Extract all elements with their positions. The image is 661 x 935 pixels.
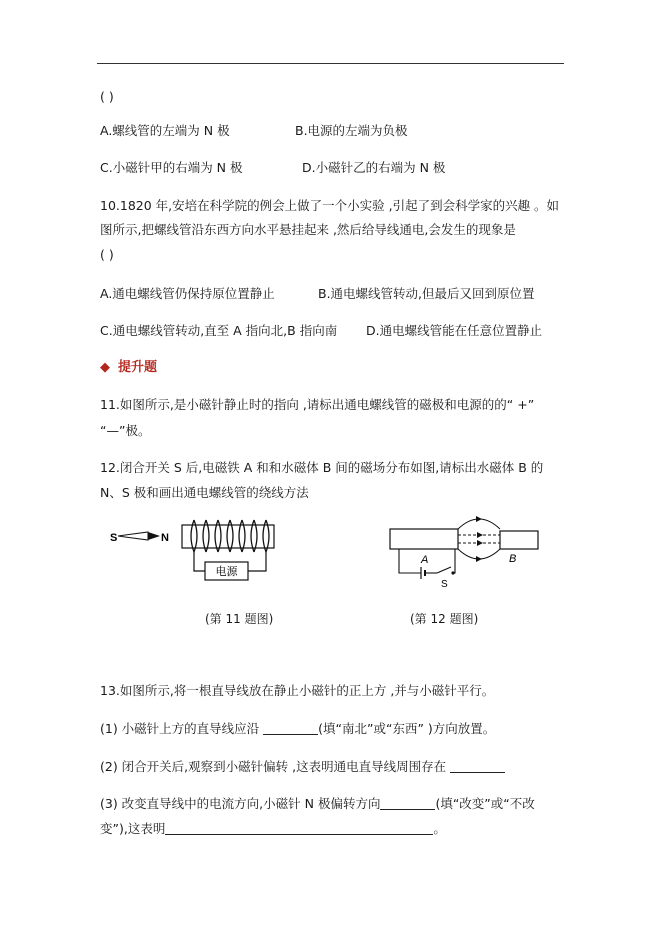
- fig12-electromagnet-a: [390, 529, 458, 549]
- q13-part3-line2-after: 。: [433, 821, 446, 836]
- q12-stem-line1: 12.闭合开关 S 后,电磁铁 A 和和水磁体 B 间的磁场分布如图,请标出水磁体 B 的: [100, 460, 544, 475]
- figure-11: [108, 515, 283, 590]
- q10-answer-paren: ( ): [100, 247, 114, 262]
- q9-option-a: A.螺线管的左端为 N 极: [100, 123, 230, 138]
- q10-option-c: C.通电螺线管转动,直至 A 指向北,B 指向南: [100, 323, 338, 338]
- fig12-label-a: A: [421, 554, 429, 566]
- fig11-needle-s-label: S: [110, 532, 118, 544]
- fig12-circuit-wire: [399, 549, 421, 573]
- q10-option-a: A.通电螺线管仍保持原位置静止: [100, 286, 275, 301]
- fig12-caption: (第 12 题图): [410, 612, 479, 626]
- section-title: 提升题: [118, 360, 158, 375]
- q13-stem: 13.如图所示,将一根直导线放在静止小磁针的正上方 ,并与小磁针平行。: [100, 683, 495, 698]
- fig11-needle-n-label: N: [161, 532, 169, 544]
- q13-part1-text-before: (1) 小磁针上方的直导线应沿: [100, 721, 264, 736]
- q13-part2-text: (2) 闭合开关后,观察到小磁针偏转 ,这表明通电直导线周围存在: [100, 759, 451, 774]
- fig12-label-b: B: [509, 553, 517, 565]
- q10-option-b: B.通电螺线管转动,但最后又回到原位置: [318, 286, 535, 301]
- figure-12: [385, 515, 545, 590]
- fig11-needle-north-half: [148, 532, 160, 540]
- fig12-circuit-wire-3: [453, 549, 455, 573]
- fig11-needle-south-half: [118, 532, 148, 540]
- q10-option-d: D.通电螺线管能在任意位置静止: [366, 323, 543, 338]
- q10-stem-line1: 10.1820 年,安培在科学院的例会上做了一个小实验 ,引起了到会科学家的兴趣 。如: [100, 198, 560, 213]
- q13-part3-line2: [100, 819, 446, 839]
- diamond-icon: ◆: [100, 360, 110, 375]
- q13-part3-text-after: (填“改变”或“不改: [435, 796, 535, 811]
- q13-part3-blank-direction[interactable]: [380, 796, 435, 810]
- fig12-magnet-b: [500, 531, 538, 549]
- fig12-switch-blade: [437, 567, 451, 573]
- q13-part2-blank[interactable]: [450, 759, 505, 773]
- q13-part3-line2-before: 变”),这表明: [100, 821, 166, 836]
- q13-part3-blank-conclusion[interactable]: [165, 821, 433, 835]
- q9-option-c: C.小磁针甲的右端为 N 极: [100, 160, 243, 175]
- q13-part3-line1: [100, 794, 535, 814]
- q13-part2: [100, 757, 505, 777]
- section-heading: [100, 358, 157, 378]
- fig12-field-lines: [458, 519, 500, 559]
- fig11-wire-left: [194, 552, 205, 571]
- q13-part1: [100, 719, 495, 739]
- fig12-field-arrows: [476, 516, 483, 562]
- q9-option-d: D.小磁针乙的右端为 N 极: [302, 160, 446, 175]
- fig11-caption: (第 11 题图): [205, 612, 274, 626]
- q13-part3-text-before: (3) 改变直导线中的电流方向,小磁针 N 极偏转方向: [100, 796, 381, 811]
- q13-part1-blank[interactable]: [263, 721, 318, 735]
- q10-stem-line2: 图所示,把螺线管沿东西方向水平悬挂起来 ,然后给导线通电,会发生的现象是: [100, 222, 516, 237]
- fig12-label-s: S: [441, 579, 448, 590]
- q9-answer-paren: ( ): [100, 89, 114, 104]
- q13-part1-text-after: (填“南北”或“东西” )方向放置。: [318, 721, 496, 736]
- q11-stem-line1: 11.如图所示,是小磁针静止时的指向 ,请标出通电螺线管的磁极和电源的的“ +”: [100, 397, 535, 412]
- fig11-power-label: 电源: [215, 566, 238, 578]
- q9-option-b: B.电源的左端为负极: [295, 123, 408, 138]
- header-rule: [97, 63, 564, 64]
- q12-stem-line2: N、S 极和画出通电螺线管的绕线方法: [100, 485, 309, 500]
- fig11-wire-right: [248, 552, 266, 571]
- q11-stem-line2: “—”极。: [100, 423, 151, 438]
